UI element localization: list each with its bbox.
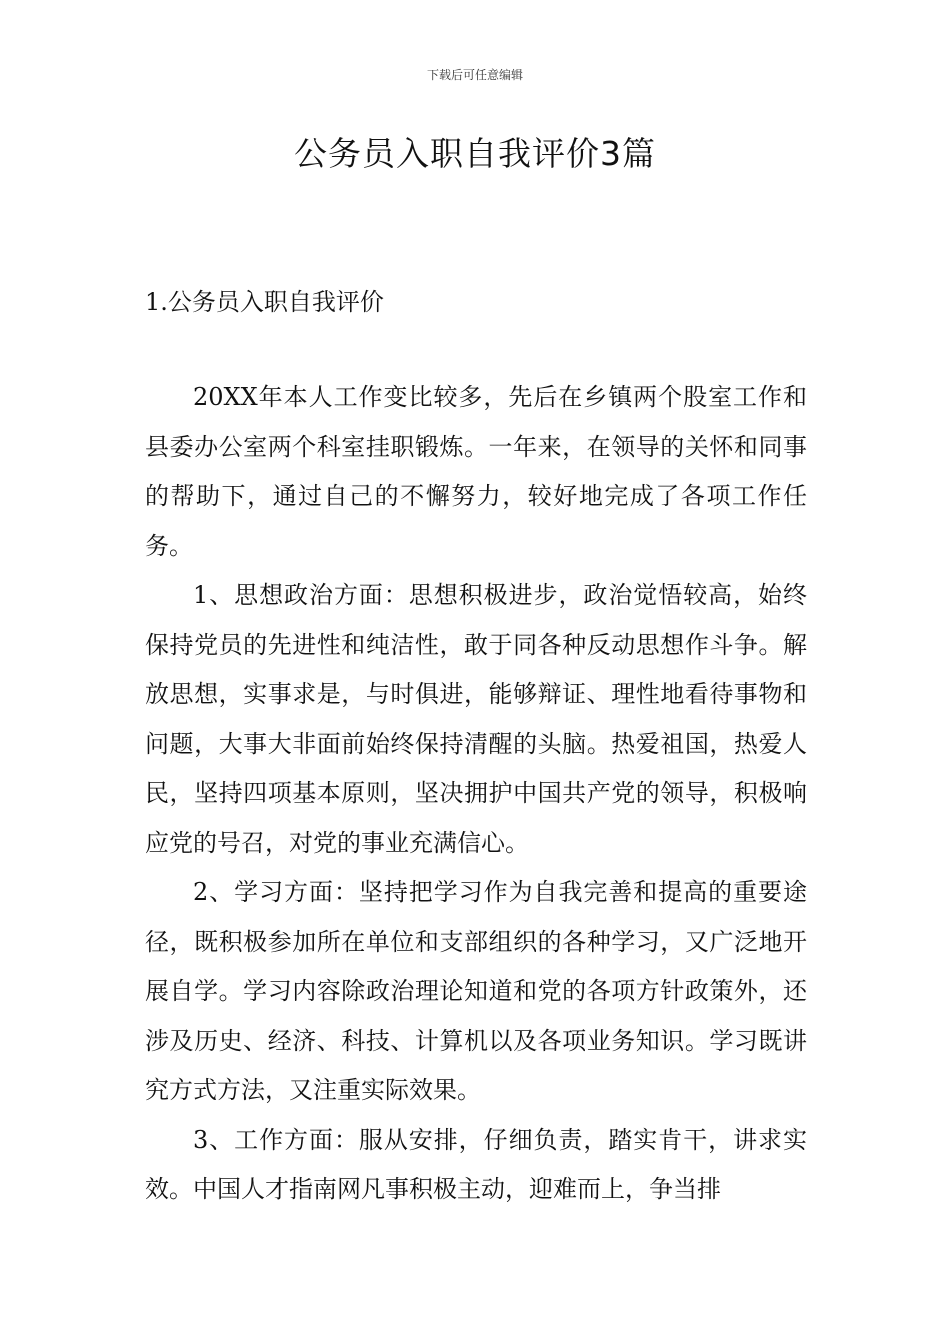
body-text	[145, 373, 807, 1215]
paragraph-political: 1、思想政治方面：思想积极进步，政治觉悟较高，始终保持党员的先进性和纯洁性，敢于同各种反动思想作斗争。解放思想，实事求是，与时俱进，能够辩证、理性地看待事物和问题，大事大非面前始终保持清醒的头脑。热爱祖国，热爱人民，坚持四项基本原则，坚决拥护中国共产党的领导，积极响应党的号召，对党的事业充满信心。	[145, 581, 807, 857]
header-note: 下载后可任意编辑	[426, 68, 523, 82]
section-heading: 1.公务员入职自我评价	[145, 288, 384, 316]
paragraph-work: 3、工作方面：服从安排，仔细负责，踏实肯干，讲求实效。中国人才指南网凡事积极主动，迎难而上，争当排	[145, 1125, 807, 1203]
document-title: 公务员入职自我评价3篇	[294, 134, 656, 173]
paragraph-study: 2、学习方面：坚持把学习作为自我完善和提高的重要途径，既积极参加所在单位和支部组织的各种学习，又广泛地开展自学。学习内容除政治理论知道和党的各项方针政策外，还涉及历史、经济、科技、计算机以及各项业务知识。学习既讲究方式方法，又注重实际效果。	[145, 878, 807, 1104]
paragraph-intro: 20XX年本人工作变比较多，先后在乡镇两个股室工作和县委办公室两个科室挂职锻炼。一年来，在领导的关怀和同事的帮助下，通过自己的不懈努力，较好地完成了各项工作任务。	[145, 383, 807, 560]
